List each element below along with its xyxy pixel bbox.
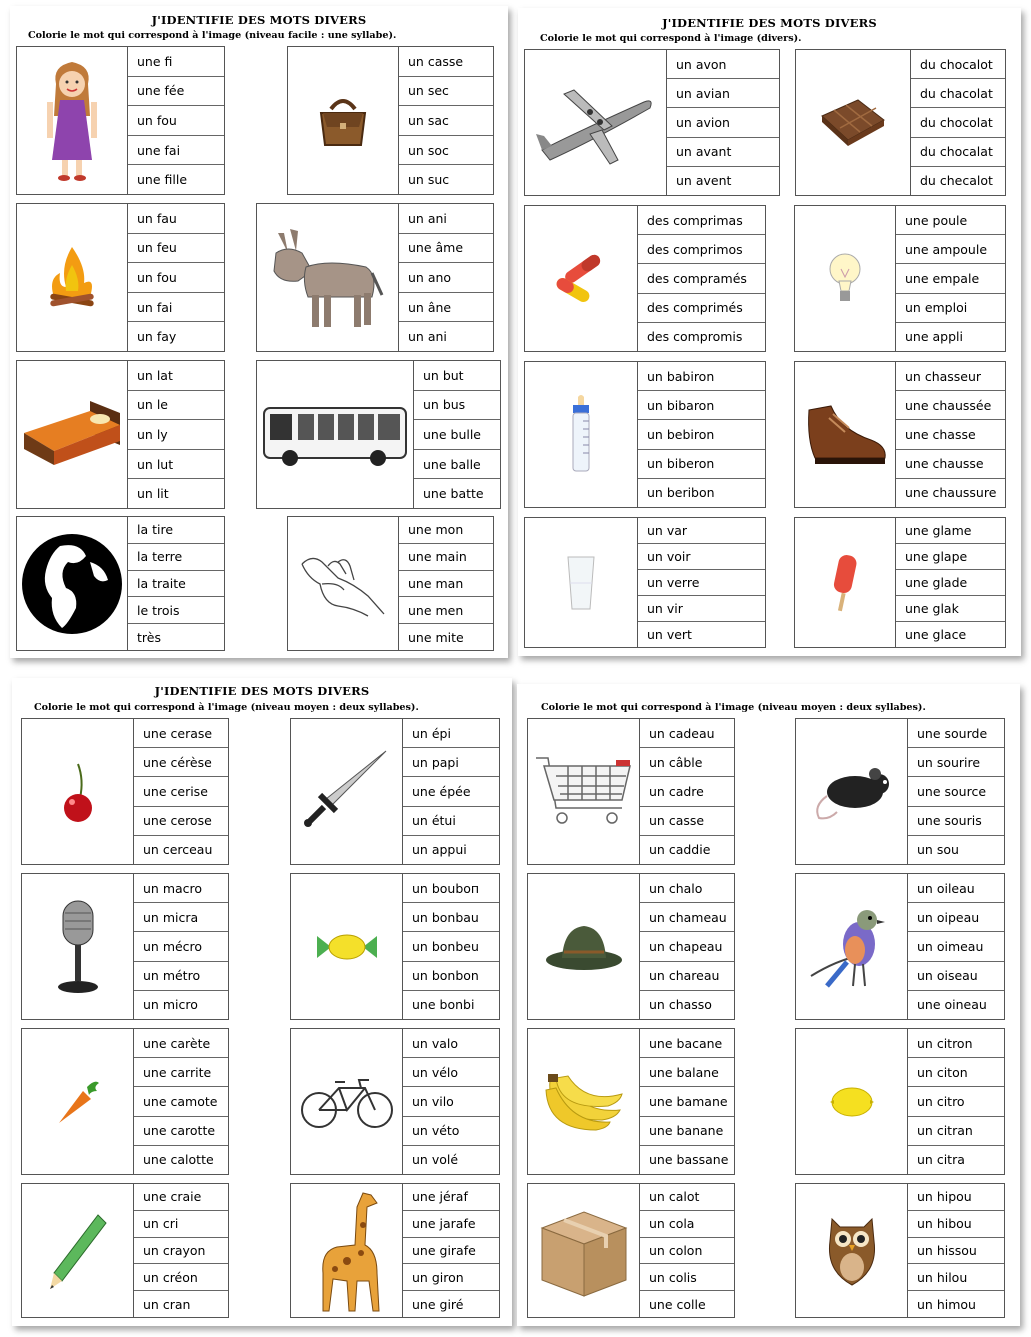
box-icon (528, 1184, 640, 1317)
word-option[interactable]: un oipeau (908, 903, 1004, 932)
word-option[interactable]: une fi (128, 47, 224, 77)
glass-icon (525, 518, 638, 647)
word-card (527, 718, 735, 865)
word-option[interactable]: un suc (408, 172, 450, 188)
globe-icon (17, 517, 128, 650)
word-option[interactable]: un caddie (649, 842, 711, 858)
word-option[interactable]: un colon (640, 1238, 734, 1265)
word-option[interactable]: une craie (134, 1184, 228, 1211)
word-card (527, 1183, 735, 1318)
word-choices (399, 517, 493, 650)
word-card (256, 360, 501, 509)
word-card (795, 1028, 1005, 1175)
word-choices (908, 719, 1004, 864)
word-card (21, 1028, 229, 1175)
word-option[interactable]: une bonbi (412, 997, 475, 1013)
word-option[interactable]: un appui (412, 842, 467, 858)
word-option[interactable]: un lut (128, 450, 224, 480)
word-option[interactable]: un bonbon (403, 962, 499, 991)
hat-icon (528, 874, 640, 1019)
word-option[interactable]: du chocalat (911, 138, 1005, 167)
fire-icon (17, 204, 128, 351)
word-choices (638, 206, 765, 351)
word-option[interactable]: un cerceau (143, 842, 213, 858)
word-option[interactable]: une chaussée (896, 391, 1005, 420)
word-card (21, 873, 229, 1020)
mouse-icon (796, 719, 908, 864)
word-option[interactable]: un oileau (908, 874, 1004, 903)
bag-icon (288, 47, 399, 194)
word-option[interactable]: un crayon (134, 1238, 228, 1265)
word-option[interactable]: une cérèse (134, 748, 228, 777)
word-option[interactable]: un vert (647, 627, 692, 642)
word-option[interactable]: un hissou (908, 1238, 1004, 1265)
word-option[interactable]: une man (399, 571, 493, 598)
word-option[interactable]: un citra (917, 1152, 965, 1168)
word-option[interactable]: un métro (134, 962, 228, 991)
word-option[interactable]: des comprimas (638, 206, 765, 235)
word-option[interactable]: un créon (134, 1264, 228, 1291)
word-option[interactable]: un beribon (647, 485, 715, 501)
giraffe-icon (291, 1184, 403, 1317)
word-card (16, 203, 225, 352)
word-option[interactable]: une glace (905, 627, 967, 642)
worksheet-title: J'IDENTIFIE DES MOTS DIVERS (662, 16, 877, 30)
word-option[interactable]: des compramés (638, 264, 765, 293)
word-option[interactable]: la tire (128, 517, 224, 544)
word-option[interactable]: un but (414, 361, 500, 391)
word-option[interactable]: un hipou (908, 1184, 1004, 1211)
shoe-icon (795, 362, 896, 507)
word-option[interactable]: une giré (412, 1296, 464, 1312)
word-option[interactable]: un fay (137, 329, 177, 345)
word-option[interactable]: un feu (128, 234, 224, 264)
word-option[interactable]: une glade (896, 570, 1005, 596)
word-card (16, 46, 225, 195)
word-option[interactable]: un vir (638, 596, 765, 622)
word-option[interactable]: un colis (640, 1264, 734, 1291)
word-card (527, 1028, 735, 1175)
word-option[interactable]: une calotte (143, 1152, 214, 1168)
word-option[interactable]: un avent (676, 173, 732, 189)
word-option[interactable]: un fou (128, 106, 224, 136)
word-option[interactable]: un sec (399, 77, 493, 107)
word-option[interactable]: un bonbau (403, 903, 499, 932)
word-option[interactable]: un le (128, 391, 224, 421)
word-option[interactable]: une poule (896, 206, 1005, 235)
word-option[interactable]: un vilo (403, 1087, 499, 1116)
word-option[interactable]: un lat (128, 361, 224, 391)
word-option[interactable]: du chocalot (911, 50, 1005, 79)
word-choices (908, 1029, 1004, 1174)
bananas-icon (528, 1029, 640, 1174)
word-option[interactable]: une balane (640, 1058, 734, 1087)
word-option[interactable]: une jéraf (403, 1184, 499, 1211)
word-option[interactable]: une men (399, 597, 493, 624)
word-option[interactable]: un micro (143, 997, 198, 1013)
word-option[interactable]: un mécro (134, 932, 228, 961)
word-option[interactable]: un hibou (908, 1211, 1004, 1238)
word-option[interactable]: du chacolat (911, 79, 1005, 108)
word-option[interactable]: un papi (403, 748, 499, 777)
ice-cream-icon (795, 518, 896, 647)
word-choices (403, 874, 499, 1019)
word-option[interactable]: une souris (908, 807, 1004, 836)
word-card (21, 1183, 229, 1318)
word-option[interactable]: un citron (908, 1029, 1004, 1058)
owl-icon (796, 1184, 908, 1317)
girl-icon (17, 47, 128, 194)
worksheet-title: J'IDENTIFIE DES MOTS DIVERS (151, 13, 367, 27)
word-option[interactable]: une fée (128, 77, 224, 107)
word-option[interactable]: une camote (134, 1087, 228, 1116)
word-choices (399, 204, 493, 351)
word-option[interactable]: une bulle (414, 420, 500, 450)
word-option[interactable]: une bamane (640, 1087, 734, 1116)
word-card (524, 517, 766, 648)
word-option[interactable]: un citon (908, 1058, 1004, 1087)
word-option[interactable]: un verre (638, 570, 765, 596)
lightbulb-icon (795, 206, 896, 351)
worksheet-instructions: Colorie le mot qui correspond à l'image (niveau moyen : deux syllabes). (541, 702, 926, 713)
word-option[interactable]: une chaussure (905, 485, 997, 501)
word-option[interactable]: un bouboп (403, 874, 499, 903)
word-option[interactable]: un cran (143, 1296, 191, 1312)
word-option[interactable]: un sourire (908, 748, 1004, 777)
lemon-icon (796, 1029, 908, 1174)
word-option[interactable]: un âne (399, 293, 493, 323)
worksheet-instructions: Colorie le mot qui correspond à l'image (niveau facile : une syllabe). (28, 30, 397, 41)
word-option[interactable]: une glame (896, 518, 1005, 544)
word-choices (128, 361, 224, 508)
bicycle-icon (291, 1029, 403, 1174)
word-choices (896, 206, 1005, 351)
word-choices (640, 1184, 734, 1317)
word-card (290, 1028, 500, 1175)
word-option[interactable]: un avon (667, 50, 779, 79)
word-card (290, 873, 500, 1020)
word-choices (134, 1029, 228, 1174)
donkey-icon (257, 204, 399, 351)
bus-icon (257, 361, 414, 508)
pencil-icon (22, 1184, 134, 1317)
word-choices (403, 719, 499, 864)
worksheet-title: J'IDENTIFIE DES MOTS DIVERS (154, 684, 370, 698)
word-choices (638, 362, 765, 507)
word-choices (640, 874, 734, 1019)
word-choices (134, 719, 228, 864)
word-choices (638, 518, 765, 647)
word-card (524, 361, 766, 508)
word-option[interactable]: une fille (137, 172, 188, 188)
word-option[interactable]: un voir (638, 544, 765, 570)
word-option[interactable]: un cola (640, 1211, 734, 1238)
word-card (527, 873, 735, 1020)
word-option[interactable]: un véto (403, 1117, 499, 1146)
word-card (21, 718, 229, 865)
word-option[interactable]: un ani (408, 329, 447, 345)
word-option[interactable]: une empale (896, 264, 1005, 293)
word-option[interactable]: un lit (137, 486, 169, 502)
word-option[interactable]: un bibaron (638, 391, 765, 420)
word-option[interactable]: un fai (128, 293, 224, 323)
word-choices (640, 719, 734, 864)
word-option[interactable]: la traite (128, 571, 224, 598)
word-choices (896, 518, 1005, 647)
word-card (795, 49, 1006, 196)
word-card (524, 205, 766, 352)
word-option[interactable]: la terre (128, 544, 224, 571)
word-option[interactable]: une cerose (134, 807, 228, 836)
word-option[interactable]: une glape (896, 544, 1005, 570)
word-option[interactable]: une source (908, 777, 1004, 806)
word-choices (640, 1029, 734, 1174)
word-option[interactable]: une colle (649, 1296, 706, 1312)
word-choices (896, 362, 1005, 507)
word-option[interactable]: un micra (134, 903, 228, 932)
word-option[interactable]: un cadeau (640, 719, 734, 748)
word-option[interactable]: un calot (640, 1184, 734, 1211)
hand-icon (288, 517, 399, 650)
word-option[interactable]: une mon (399, 517, 493, 544)
word-card (524, 49, 780, 196)
word-option[interactable]: une appli (905, 329, 963, 345)
bed-icon (17, 361, 128, 508)
word-option[interactable]: très (137, 629, 161, 645)
word-choices (128, 517, 224, 650)
word-option[interactable]: une carrite (134, 1058, 228, 1087)
word-option[interactable]: un oiseau (908, 962, 1004, 991)
word-option[interactable]: un var (638, 518, 765, 544)
word-choices (403, 1029, 499, 1174)
word-option[interactable]: une cerise (134, 777, 228, 806)
word-choices (399, 47, 493, 194)
word-option[interactable]: une chausse (896, 450, 1005, 479)
word-choices (908, 874, 1004, 1019)
word-card (256, 203, 494, 352)
word-option[interactable]: une girafe (403, 1238, 499, 1265)
word-option[interactable]: une banane (640, 1117, 734, 1146)
worksheet-2 (518, 8, 1021, 656)
word-option[interactable]: un casse (640, 807, 734, 836)
word-card (16, 516, 225, 651)
word-choices (134, 1184, 228, 1317)
word-option[interactable]: un ano (399, 263, 493, 293)
word-option[interactable]: une sourde (908, 719, 1004, 748)
word-option[interactable]: un bonbeu (403, 932, 499, 961)
word-option[interactable]: un vélo (403, 1058, 499, 1087)
word-choices (128, 47, 224, 194)
word-option[interactable]: une ampoule (896, 235, 1005, 264)
word-option[interactable]: une glak (896, 596, 1005, 622)
word-option[interactable]: un valo (403, 1029, 499, 1058)
word-option[interactable]: une cerase (134, 719, 228, 748)
airplane-icon (525, 50, 667, 195)
word-option[interactable]: une batte (423, 486, 484, 502)
chocolate-icon (796, 50, 911, 195)
word-option[interactable]: un sac (399, 106, 493, 136)
word-card (290, 1183, 500, 1318)
word-option[interactable]: un avant (667, 138, 779, 167)
worksheet-instructions: Colorie le mot qui correspond à l'image (niveau moyen : deux syllabes). (34, 702, 419, 713)
word-card (795, 718, 1005, 865)
word-option[interactable]: un chalo (640, 874, 734, 903)
word-option[interactable]: des compromis (647, 329, 743, 345)
worksheet-3 (12, 678, 512, 1326)
word-option[interactable]: un câble (640, 748, 734, 777)
word-option[interactable]: un babiron (638, 362, 765, 391)
word-option[interactable]: un épi (403, 719, 499, 748)
pills-icon (525, 206, 638, 351)
word-option[interactable]: une balle (414, 450, 500, 480)
word-option[interactable]: un étui (403, 807, 499, 836)
word-option[interactable]: une bassane (649, 1152, 729, 1168)
word-option[interactable]: un avion (667, 108, 779, 137)
word-card (795, 873, 1005, 1020)
word-option[interactable]: un oimeau (908, 932, 1004, 961)
microphone-icon (22, 874, 134, 1019)
word-option[interactable]: une carotte (134, 1117, 228, 1146)
word-option[interactable]: un macro (134, 874, 228, 903)
word-option[interactable]: un citran (908, 1117, 1004, 1146)
word-option[interactable]: un chasso (649, 997, 712, 1013)
candy-icon (291, 874, 403, 1019)
word-option[interactable]: un ly (128, 420, 224, 450)
word-option[interactable]: une âme (399, 234, 493, 264)
worksheet-1 (10, 6, 508, 658)
word-option[interactable]: du checalot (920, 173, 993, 189)
word-option[interactable]: une main (399, 544, 493, 571)
word-choices (128, 204, 224, 351)
word-option[interactable]: un casse (399, 47, 493, 77)
word-card (795, 1183, 1005, 1318)
word-option[interactable]: du chocolat (911, 108, 1005, 137)
word-option[interactable]: le trois (128, 597, 224, 624)
shopping-cart-icon (528, 719, 640, 864)
word-option[interactable]: un soc (399, 136, 493, 166)
word-option[interactable]: une carète (134, 1029, 228, 1058)
word-choices (667, 50, 779, 195)
word-option[interactable]: un avian (667, 79, 779, 108)
word-option[interactable]: un citro (908, 1087, 1004, 1116)
word-option[interactable]: un cadre (640, 777, 734, 806)
word-card (16, 360, 225, 509)
bird-icon (796, 874, 908, 1019)
sword-icon (291, 719, 403, 864)
worksheet-instructions: Colorie le mot qui correspond à l'image (divers). (540, 33, 802, 44)
word-option[interactable]: une chasse (896, 420, 1005, 449)
word-option[interactable]: une oineau (917, 997, 987, 1013)
word-card (794, 361, 1006, 508)
word-option[interactable]: un fau (128, 204, 224, 234)
word-option[interactable]: un bebiron (638, 420, 765, 449)
word-card (794, 517, 1006, 648)
word-card (287, 516, 494, 651)
word-option[interactable]: une épée (403, 777, 499, 806)
word-choices (134, 874, 228, 1019)
word-option[interactable]: une mite (408, 629, 464, 645)
word-option[interactable]: un giron (403, 1264, 499, 1291)
word-option[interactable]: un bus (414, 391, 500, 421)
word-option[interactable]: un chareau (640, 962, 734, 991)
word-option[interactable]: un chameau (640, 903, 734, 932)
word-option[interactable]: un ani (399, 204, 493, 234)
word-choices (911, 50, 1005, 195)
word-card (794, 205, 1006, 352)
word-option[interactable]: une jarafe (403, 1211, 499, 1238)
word-option[interactable]: un emploi (896, 294, 1005, 323)
word-option[interactable]: un fou (128, 263, 224, 293)
word-card (290, 718, 500, 865)
word-option[interactable]: un hilou (908, 1264, 1004, 1291)
word-choices (908, 1184, 1004, 1317)
baby-bottle-icon (525, 362, 638, 507)
word-option[interactable]: une bacane (640, 1029, 734, 1058)
word-choices (403, 1184, 499, 1317)
word-option[interactable]: un volé (412, 1152, 459, 1168)
carrot-icon (22, 1029, 134, 1174)
word-card (287, 46, 494, 195)
word-option[interactable]: un sou (917, 842, 959, 858)
word-option[interactable]: une fai (128, 136, 224, 166)
worksheet-4 (517, 684, 1020, 1326)
word-option[interactable]: un biberon (638, 450, 765, 479)
word-option[interactable]: des comprimos (638, 235, 765, 264)
cherry-icon (22, 719, 134, 864)
word-choices (414, 361, 500, 508)
word-option[interactable]: un cri (134, 1211, 228, 1238)
word-option[interactable]: un chasseur (896, 362, 1005, 391)
word-option[interactable]: un chapeau (640, 932, 734, 961)
word-option[interactable]: des comprimés (638, 294, 765, 323)
word-option[interactable]: un himou (917, 1296, 976, 1312)
